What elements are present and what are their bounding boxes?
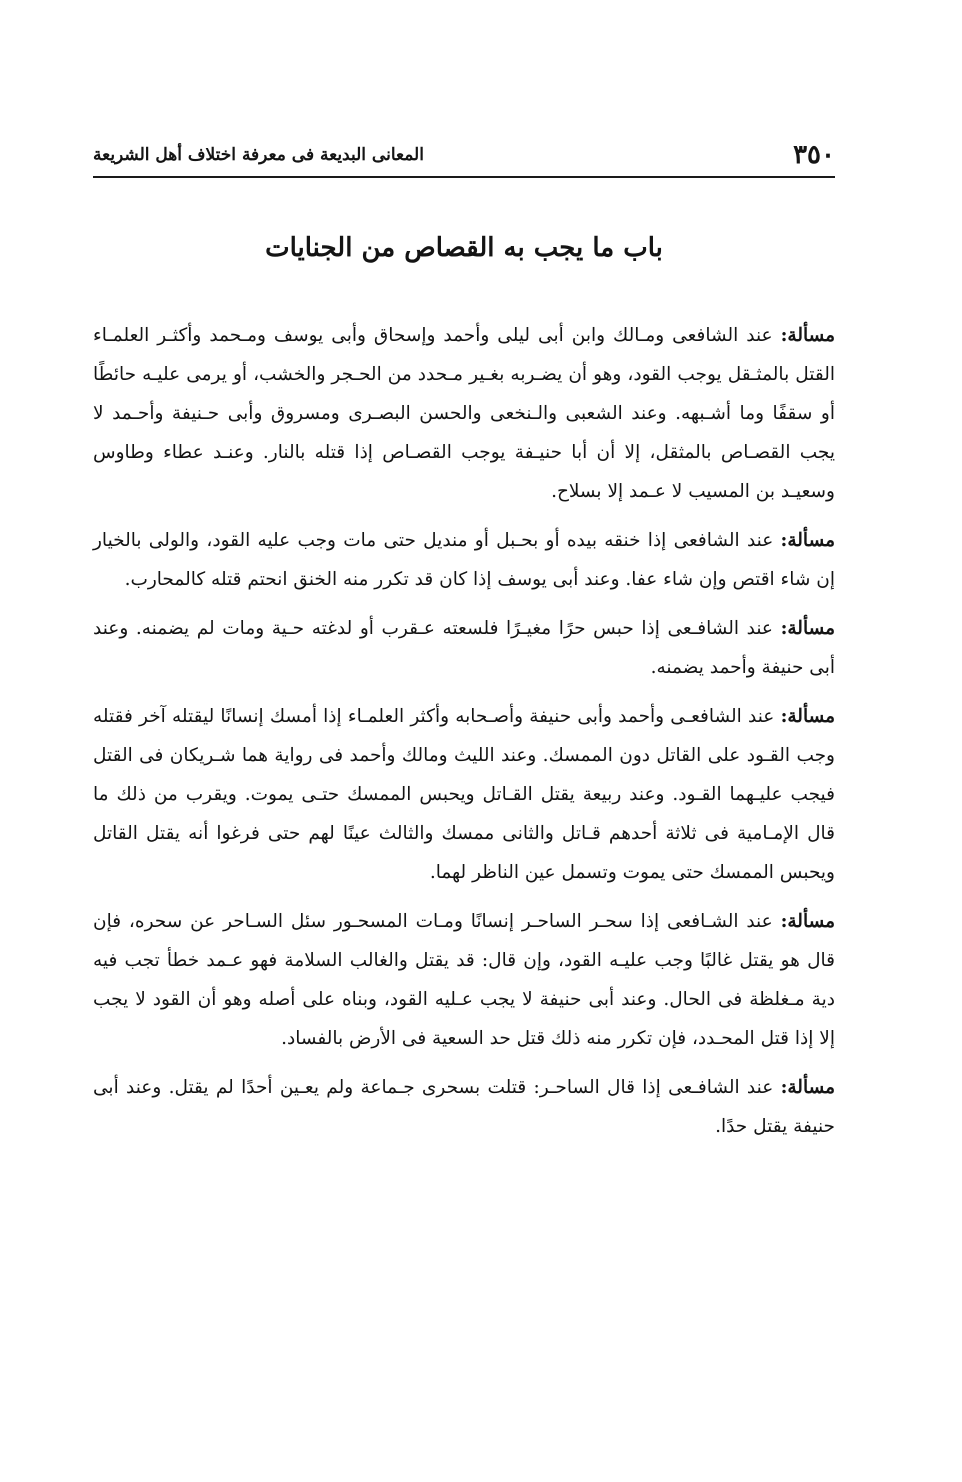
header-rule — [93, 176, 835, 178]
issue-label: مسألة: — [780, 1077, 835, 1098]
page-number: ٣٥٠ — [793, 140, 835, 170]
issue-paragraph — [93, 697, 835, 892]
issue-paragraph — [93, 902, 835, 1058]
issue-label: مسألة: — [780, 325, 836, 346]
issue-label: مسألة: — [780, 530, 835, 551]
issue-text: عند الشافعى ومـالك وابن أبى ليلى وأحمد وإسحاق وأبى يوسف ومـحمد وأكثـر العلمـاء القتل بالمثـقل يوجب القود، وهو أن يضـربه بغـير مـحدد من الحـجر والخشب، أو يرمى عليـه حائطًا أو سقفًا وما أشـبهه. وعند الشعبى والـنخعى والحسن البصـرى ومسروق وأبى حـنيفة وأحـمد لا يجب القصـاص بالمثقل، إلا أن أبا حنيـفة يوجب القصـاص إذا قتله بالنار. وعنـد عطاء وطاوس وسعيـد بن المسيب لا عـمد إلا بسلاح. — [93, 325, 835, 502]
issue-label: مسألة: — [780, 911, 835, 932]
page-header — [93, 138, 835, 174]
issue-paragraph — [93, 1068, 835, 1146]
issue-text: عند الشـافعى إذا سحـر الساحـر إنسانًا ومـات المسحـور سئل السـاحر عن سحره، فإن قال هو يقتل غالبًا وجب عليـه القود، وإن قال: قد يقتل والغالب السلامة فهو عـمد خطأ تجب فيه دية مـغلظة فى الحال. وعند أبى حنيفة لا يجب عـليه القود، وبناه على أصله وهو أن القود لا يجب إلا إذا قتل المحـدد، فإن تكرر منه ذلك قتل حد السعية فى الأرض بالفساد. — [93, 911, 835, 1049]
running-title: المعانى البديعة فى معرفة اختلاف أهل الشريعة — [93, 145, 424, 165]
chapter-title: باب ما يجب به القصاص من الجنايات — [265, 233, 663, 263]
issue-text: عند الشافعى إذا خنقه بيده أو بحـبل أو منديل حتى مات وجب عليه القود، والولى بالخيار إن شاء اقتص وإن شاء عفا. وعند أبى يوسف إذا كان قد تكرر منه الخنق انحتم قتله كالمحارب. — [93, 530, 835, 590]
issue-text: عند الشافعـى وأحمد وأبى حنيفة وأصـحابه وأكثر العلمـاء إذا أمسك إنسانًا ليقتله آخر فقتله وجب القـود على القاتل دون الممسك. وعند الليث ومالك وأحمد فى رواية هما شـريكان فى القتل فيجب عليـهما القـود. وعند ربيعة يقتل القـاتل ويحبس الممسك حتـى يموت. ويقرب من ذلك ما قال الإمـامية فى ثلاثة أحدهم قـاتل والثانى ممسك والثالث عينًا لهم حتى فرغوا أنه يقتل القاتل ويحبس الممسك حتى يموت وتسمل عين الناظر لهما. — [93, 706, 835, 883]
issue-label: مسألة: — [780, 706, 835, 727]
issue-label: مسألة: — [780, 618, 835, 639]
body-text — [93, 316, 835, 1156]
issue-paragraph — [93, 609, 835, 687]
issue-text: عند الشافـعى إذا قال الساحـر: قتلت بسحرى جـماعة ولم يعـين أحدًا لم يقتل. وعند أبى حنيفة يقتل حدًا. — [93, 1077, 835, 1137]
issue-paragraph — [93, 316, 835, 511]
issue-text: عند الشافـعى إذا حبس حرًا مغيـرًا فلسعته عـقرب أو لدغته حـية ومات لم يضمنه. وعند أبى حنيفة وأحمد يضمنه. — [93, 618, 835, 678]
issue-paragraph — [93, 521, 835, 599]
